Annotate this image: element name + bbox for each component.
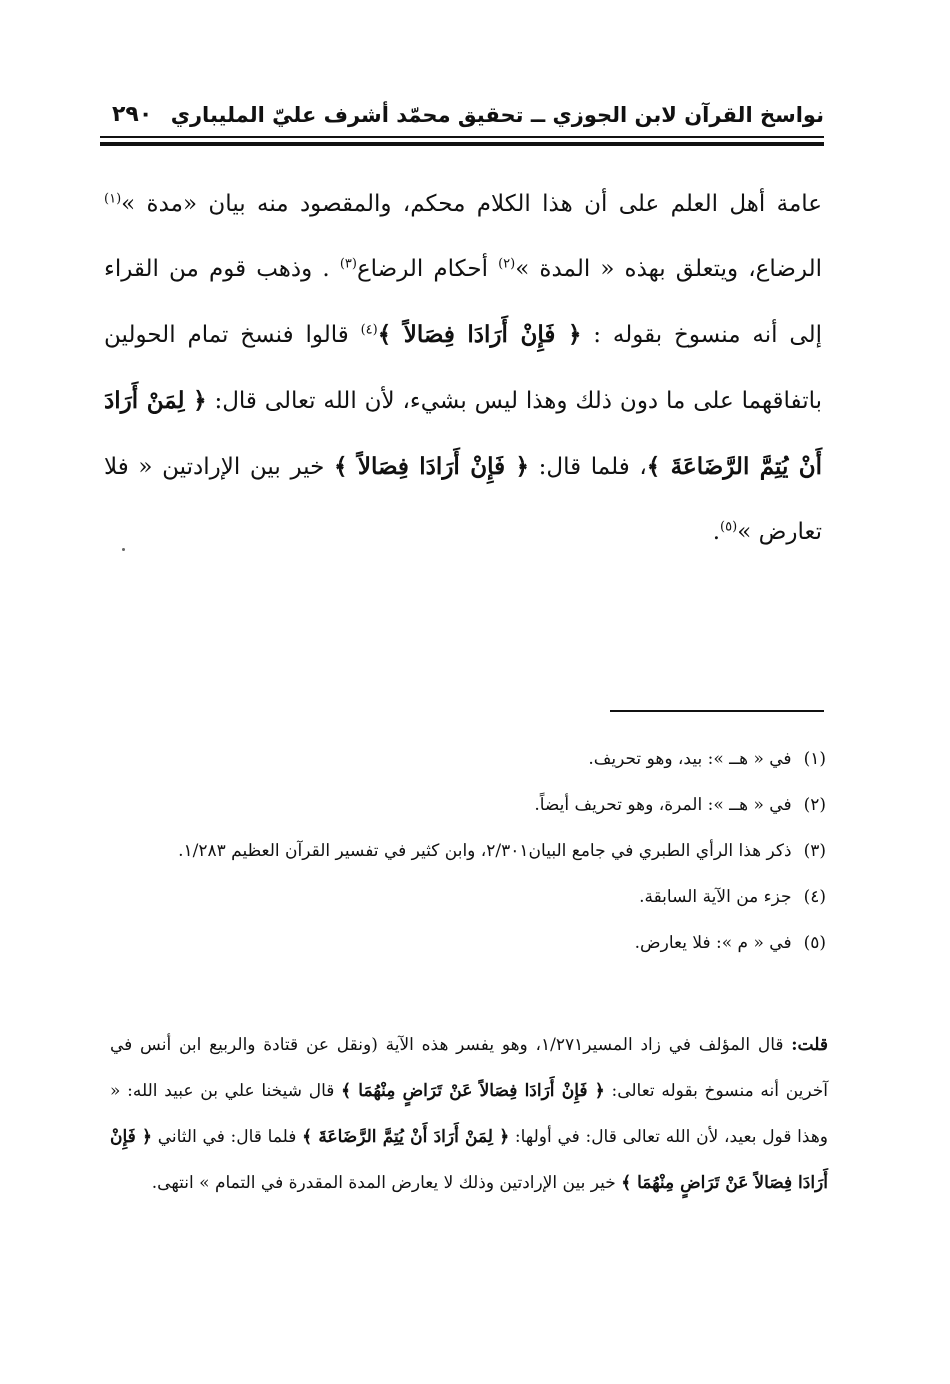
footnote-number: (٤) xyxy=(803,887,826,907)
footnote-3 xyxy=(110,828,826,874)
footnote-4 xyxy=(110,874,826,920)
footnote-5 xyxy=(110,920,826,966)
text-segment: . xyxy=(712,519,721,545)
page-number: ٢٩٠ xyxy=(112,102,153,127)
footnote-text: في « هــ »: بيد، وهو تحريف. xyxy=(588,749,792,769)
footnote-number: (٥) xyxy=(803,933,826,953)
footnote-separator xyxy=(610,710,824,712)
quran-quote: ﴿ فَإِنْ أَرَادَا فِصَالاً عَنْ تَرَاضٍ مِنْهُمَا ﴾ xyxy=(341,1081,605,1101)
running-header xyxy=(100,98,824,138)
quran-quote: ﴿ لِمَنْ أَرَادَ أَنْ يُتِمَّ الرَّضَاعَةَ ﴾ xyxy=(302,1127,510,1147)
main-text xyxy=(104,172,822,565)
footnote-text: جزء من الآية السابقة. xyxy=(639,887,792,907)
quran-quote: ﴿ فَإِنْ أَرَادَا فِصَالاً ﴾ xyxy=(334,453,529,480)
quran-quote: ﴿ لِمَنْ أَرَادَ أَنْ يُتِمَّ الرَّضَاعَةَ ﴾ xyxy=(104,387,823,480)
footnote-text: في « م »: فلا يعارض. xyxy=(634,933,792,953)
footnotes xyxy=(110,736,826,966)
footnote-ref-1: (١) xyxy=(104,191,122,207)
running-title: نواسخ القرآن لابن الجوزي ــ تحقيق محمّد أشرف عليّ المليباري xyxy=(170,103,824,127)
footnote-ref-3: (٣) xyxy=(339,256,357,272)
text-segment: خير بين الإرادتين « فلا تعارض » xyxy=(104,454,822,545)
quran-quote: ﴿ فَإِنْ أَرَادَا فِصَالاً عَنْ تَرَاضٍ مِنْهُمَا ﴾ xyxy=(110,1127,828,1193)
text-segment: . وذهب قوم من القراء إلى أنه منسوخ بقوله : xyxy=(104,256,822,348)
text-segment: الرضاع، ويتعلق بهذه « المدة » xyxy=(515,256,822,282)
note-segment: فلما قال: في الثاني xyxy=(151,1127,303,1147)
header-rule-thin xyxy=(100,136,824,138)
quran-quote: ﴿ فَإِنْ أَرَادَا فِصَالاً ﴾ xyxy=(377,321,582,348)
scan-speck xyxy=(122,548,125,551)
text-segment: قالوا فنسخ تمام الحولين باتفاقهما على ما دون ذلك وهذا ليس بشيء، لأن الله تعالى قال: xyxy=(104,322,822,414)
footnote-number: (٢) xyxy=(803,795,826,815)
footnote-number: (١) xyxy=(803,749,826,769)
footnote-ref-4: (٤) xyxy=(360,322,378,338)
note-label: قلت: xyxy=(791,1035,828,1055)
footnote-1 xyxy=(110,736,826,782)
footnote-ref-5: (٥) xyxy=(720,519,738,535)
main-paragraph xyxy=(104,172,822,565)
note-segment: قال شيخنا علي بن عبيد الله: « وهذا قول بعيد، لأن الله تعالى قال: في أولها: xyxy=(110,1081,829,1147)
footnote-number: (٣) xyxy=(803,841,826,861)
text-segment: أحكام الرضاع xyxy=(356,256,499,282)
footnote-2 xyxy=(110,782,826,828)
note-segment: قال المؤلف في زاد المسير١/٢٧١، وهو يفسر هذه الآية (ونقل عن قتادة والربيع ابن أنس في آخرين أنه منسوخ بقوله تعالى: xyxy=(110,1035,828,1101)
text-segment: عامة أهل العلم على أن هذا الكلام محكم، والمقصود منه بيان «مدة » xyxy=(121,191,822,217)
editor-note xyxy=(110,1022,828,1206)
note-segment: خير بين الإرادتين وذلك لا يعارض المدة المقدرة في التمام » انتهى. xyxy=(151,1173,622,1193)
footnote-text: في « هــ »: المرة، وهو تحريف أيضاً. xyxy=(534,795,792,815)
header-rule-thick xyxy=(100,142,824,146)
text-segment: ، فلما قال: xyxy=(528,454,647,480)
footnote-ref-2: (٢) xyxy=(498,256,516,272)
footnote-text: ذكر هذا الرأي الطبري في جامع البيان٢/٣٠١، وابن كثير في تفسير القرآن العظيم ١/٢٨٣. xyxy=(178,841,792,861)
